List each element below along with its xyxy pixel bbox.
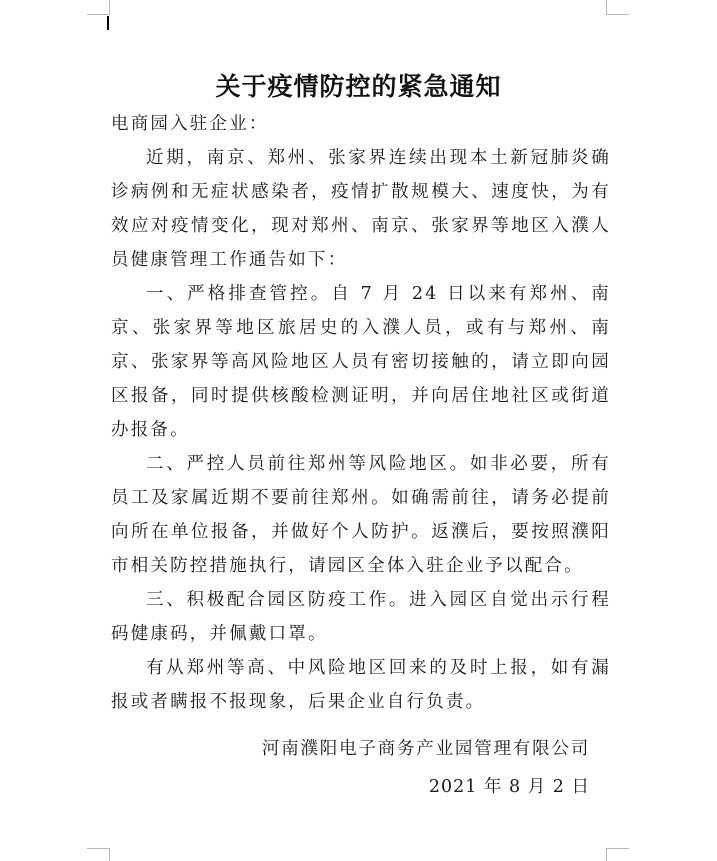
paragraph-item-2: 二、严控人员前往郑州等风险地区。如非必要，所有员工及家属近期不要前往郑州。如确需前往，请务必提前向所在单位报备，并做好个人防护。返濮后，要按照濮阳市相关防控措施执行，请园区全体入驻企业予以配合。 bbox=[111, 454, 611, 576]
signature-block bbox=[250, 730, 590, 806]
crop-mark-bottom-left bbox=[87, 848, 110, 861]
text-cursor[interactable] bbox=[107, 16, 109, 30]
signature-organization: 河南濮阳电子商务产业园管理有限公司 bbox=[261, 739, 590, 759]
paragraph-closing: 有从郑州等高、中风险地区回来的及时上报，如有漏报或者瞒报不报现象，后果企业自行负责。 bbox=[111, 658, 611, 712]
paragraph-item-3: 三、积极配合园区防疫工作。进入园区自觉出示行程码健康码，并佩戴口罩。 bbox=[111, 590, 611, 644]
crop-mark-top-left bbox=[87, 0, 110, 15]
salutation: 电商园入驻企业： bbox=[111, 114, 269, 134]
paragraph-item-1: 一、严格排查管控。自 7 月 24 日以来有郑州、南京、张家界等地区旅居史的入濮人员，或有与郑州、南京、张家界等高风险地区人员有密切接触的，请立即向园区报备，同时提供核酸检测证明，并向居住地社区或街道办报备。 bbox=[111, 284, 611, 440]
signature-date: 2021 年 8 月 2 日 bbox=[428, 777, 590, 797]
document-body[interactable] bbox=[111, 107, 611, 719]
paragraph-intro: 近期，南京、郑州、张家界连续出现本土新冠肺炎确诊病例和无症状感染者，疫情扩散规模大、速度快，为有效应对疫情变化，现对郑州、南京、张家界等地区入濮人员健康管理工作通告如下： bbox=[111, 148, 611, 270]
crop-mark-top-right bbox=[606, 0, 629, 15]
crop-mark-bottom-right bbox=[606, 848, 629, 861]
document-title: 关于疫情防控的紧急通知 bbox=[215, 72, 502, 101]
